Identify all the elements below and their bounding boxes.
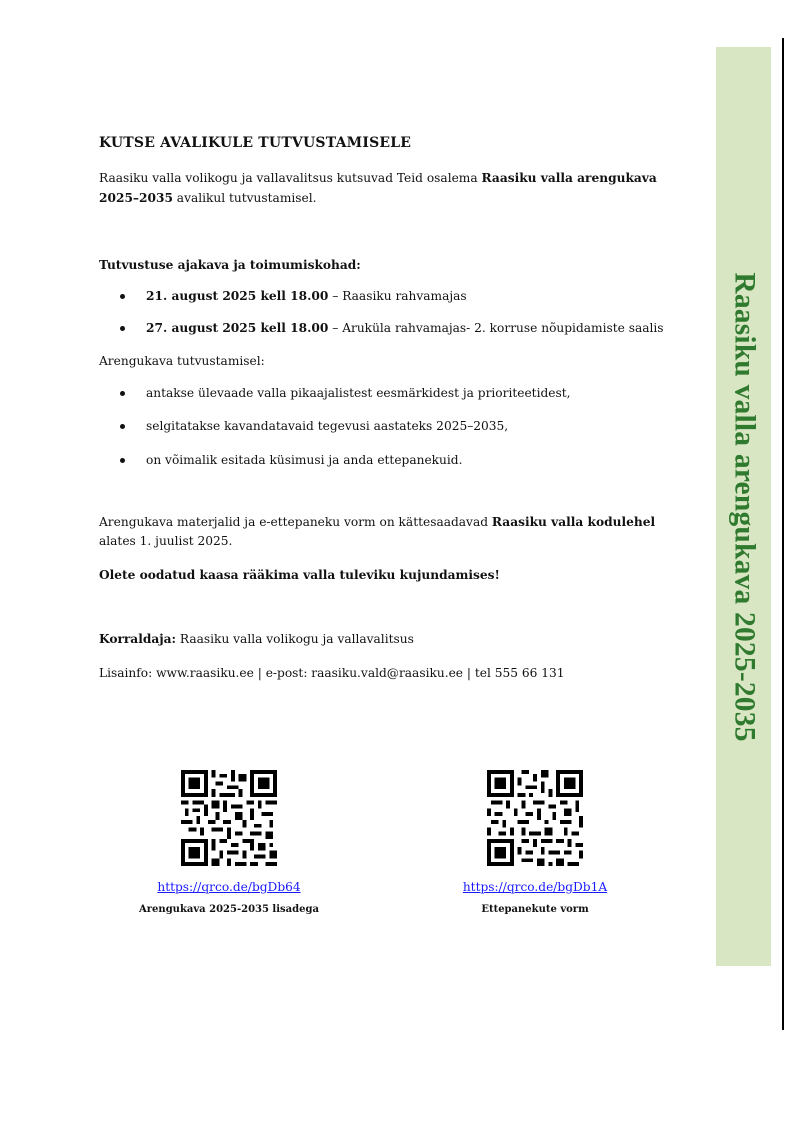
page-border-line — [782, 38, 784, 1030]
intro-suffix: avalikul tutvustamisel. — [172, 191, 317, 205]
presentation-text: on võimalik esitada küsimusi ja anda ettepanekuid. — [146, 453, 463, 467]
side-banner — [716, 47, 771, 966]
intro-years: 2025–2035 — [99, 191, 173, 205]
intro-line-1 — [99, 169, 657, 187]
presentation-item — [99, 451, 462, 469]
qr-block-ettepanekud — [410, 770, 660, 915]
presentation-item — [99, 417, 508, 435]
qr-caption: Ettepanekute vorm — [481, 904, 589, 915]
schedule-item — [99, 287, 467, 305]
qr-code-icon[interactable] — [487, 770, 583, 866]
organizer-line — [99, 630, 414, 648]
bullet-icon — [120, 391, 125, 396]
organizer-value: Raasiku valla volikogu ja vallavalitsus — [176, 632, 414, 646]
presentation-text: antakse ülevaade valla pikaajalistest eesmärkidest ja prioriteetidest, — [146, 386, 571, 400]
bullet-icon — [120, 458, 125, 463]
page-title: KUTSE AVALIKULE TUTVUSTAMISELE — [99, 135, 412, 151]
bullet-icon — [120, 326, 125, 331]
qr-link[interactable]: https://qrco.de/bgDb1A — [462, 880, 608, 894]
qr-code-icon[interactable] — [181, 770, 277, 866]
welcome-text: Olete oodatud kaasa rääkima valla tuleviku kujundamises! — [99, 568, 500, 582]
bullet-icon — [120, 294, 125, 299]
side-title: Raasiku valla arengukava 2025-2035 — [728, 271, 760, 742]
presentation-item — [99, 384, 571, 402]
presentation-text: selgitatakse kavandatavaid tegevusi aastateks 2025–2035, — [146, 419, 509, 433]
materials-text: Arengukava materjalid ja e-ettepaneku vorm on kättesaadavad — [99, 515, 492, 529]
materials-bold: Raasiku valla kodulehel — [491, 515, 656, 529]
schedule-place: – Raasiku rahvamajas — [328, 289, 467, 303]
qr-block-arengukava — [104, 770, 354, 915]
schedule-date: 27. august 2025 kell 18.00 — [146, 321, 329, 335]
materials-line-1 — [99, 513, 655, 531]
schedule-place: – Aruküla rahvamajas- 2. korruse nõupidamiste saalis — [328, 321, 664, 335]
intro-text: Raasiku valla volikogu ja vallavalitsus kutsuvad Teid osalema — [99, 171, 482, 185]
organizer-label: Korraldaja: — [99, 632, 177, 646]
intro-line-2 — [99, 189, 317, 207]
schedule-date: 21. august 2025 kell 18.00 — [146, 289, 329, 303]
intro-bold: Raasiku valla arengukava — [481, 171, 657, 185]
qr-caption: Arengukava 2025-2035 lisadega — [139, 904, 319, 915]
schedule-title: Tutvustuse ajakava ja toimumiskohad: — [99, 258, 361, 272]
schedule-item — [99, 319, 664, 337]
materials-line-2: alates 1. juulist 2025. — [99, 534, 233, 548]
bullet-icon — [120, 424, 125, 429]
presentation-title: Arengukava tutvustamisel: — [99, 354, 265, 368]
qr-link[interactable]: https://qrco.de/bgDb64 — [157, 880, 301, 894]
contact-line: Lisainfo: www.raasiku.ee | e-post: raasiku.vald@raasiku.ee | tel 555 66 131 — [99, 666, 565, 680]
